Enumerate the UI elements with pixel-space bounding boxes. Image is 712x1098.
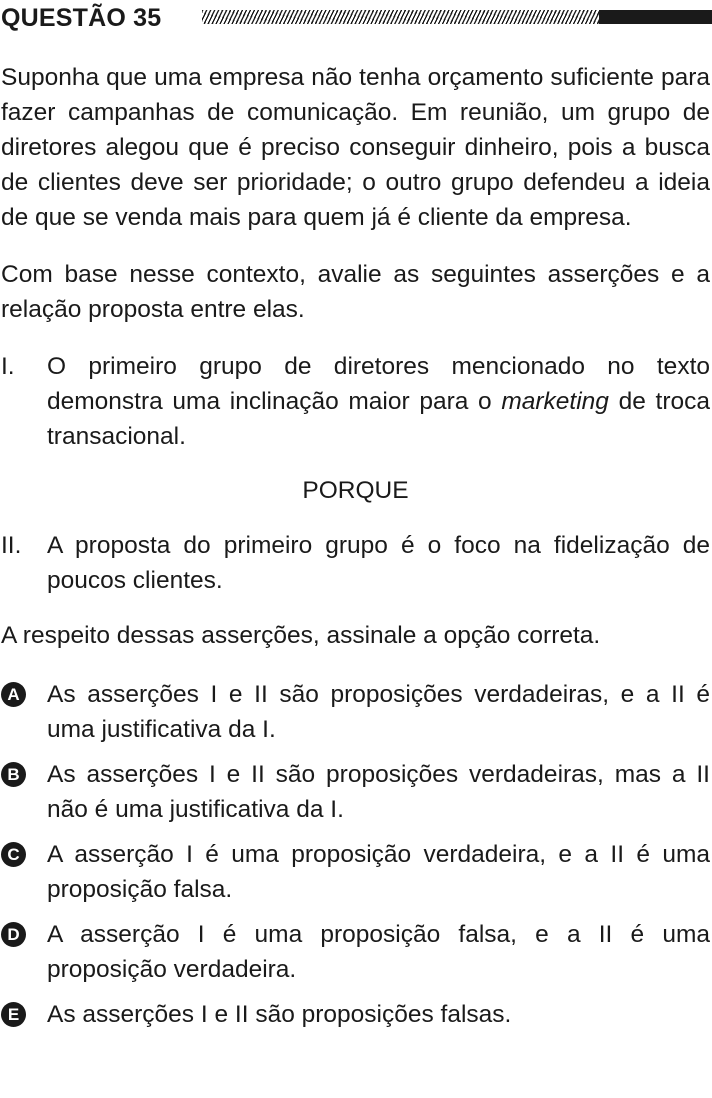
- option-a-text: As asserções I e II são proposições verdadeiras, e a II é uma justificativa da I.: [47, 681, 710, 743]
- answer-options: [1, 677, 710, 1032]
- option-c-text: A asserção I é uma proposição verdadeira, e a II é uma proposição falsa.: [47, 841, 710, 903]
- option-d-text: A asserção I é uma proposição falsa, e a II é uma proposição verdadeira.: [47, 921, 710, 983]
- option-b[interactable]: [1, 757, 710, 827]
- header-hatch-rule: [202, 10, 599, 24]
- assertion-i: [1, 349, 710, 454]
- assertion-i-text-after: de troca transacional.: [47, 388, 710, 450]
- option-d[interactable]: [1, 917, 710, 987]
- option-d-letter-badge: D: [1, 922, 26, 947]
- context-paragraph: Suponha que uma empresa não tenha orçamento suficiente para fazer campanhas de comunicação. Em reunião, um grupo de diretores alegou que é preciso conseguir dinheiro, pois a busca de clientes deve ser prioridade; o outro grupo defendeu a ideia de que se venda mais para quem já é cliente da empresa.: [1, 64, 710, 231]
- connector-porque: PORQUE: [302, 477, 409, 504]
- option-a[interactable]: [1, 677, 710, 747]
- header-solid-bar: [599, 10, 712, 24]
- option-c-letter-badge: C: [1, 842, 26, 867]
- option-b-text: As asserções I e II são proposições verdadeiras, mas a II não é uma justificativa da I.: [47, 761, 710, 823]
- question-body: [1, 60, 710, 1042]
- question-title: QUESTÃO 35: [1, 4, 162, 32]
- assertion-i-emphasis: marketing: [501, 388, 609, 415]
- assertion-ii: [1, 528, 710, 598]
- assertion-i-text-before: O primeiro grupo de diretores mencionado no texto demonstra uma inclinação maior para o: [47, 353, 710, 415]
- option-a-letter-badge: A: [1, 682, 26, 707]
- assertion-ii-number: II.: [1, 532, 22, 559]
- assertion-ii-text: A proposta do primeiro grupo é o foco na fidelização de poucos clientes.: [47, 532, 710, 594]
- option-e-text: As asserções I e II são proposições falsas.: [47, 1001, 512, 1028]
- option-e[interactable]: [1, 997, 710, 1032]
- option-c[interactable]: [1, 837, 710, 907]
- instruction-paragraph: Com base nesse contexto, avalie as seguintes asserções e a relação proposta entre elas.: [1, 261, 710, 323]
- option-e-letter-badge: E: [1, 1002, 26, 1027]
- question-header: [0, 0, 712, 36]
- assertion-i-number: I.: [1, 353, 15, 380]
- question-prompt: A respeito dessas asserções, assinale a opção correta.: [1, 622, 601, 649]
- option-b-letter-badge: B: [1, 762, 26, 787]
